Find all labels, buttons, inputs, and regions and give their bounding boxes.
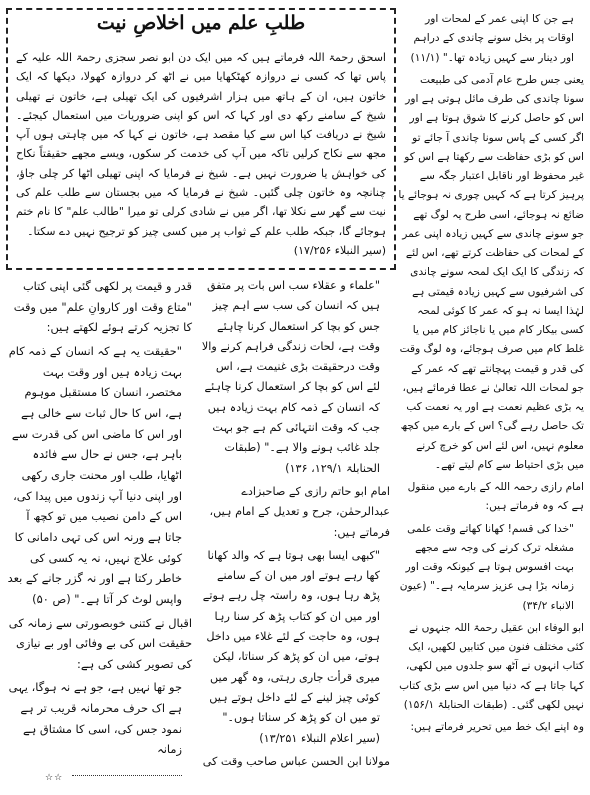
left-para-2: "حقیقت یہ ہے کہ انسان کے ذمہ کام بہت زیادہ ہیں اور وقت بہت مختصر، انسان کا مستقبل موہوم ہے، اس کا حال ثبات سے خالی ہے اور اس کا ماضی اس کی قدرت سے باہر ہے، جس نے حال سے فائدہ اٹھایا، طلب اور محنت جاری رکھی اور اپنی دنیا آپ زندوں میں پیدا کی، اس کے دامن نصیب میں تو کچھ آ جاتا ہے ورنہ اس کی تہی دامانی کا کوئی علاج نہیں، نہ یہ کسی کی خاطر رکتا ہے اور نہ گزر جانے کے بعد واپس لوٹ کر آتا ہے۔" (ص ۵۰) [7, 343, 182, 606]
left-para-4: جو تھا نہیں ہے، جو ہے نہ ہوگا، یہی ہے اک حرف محرمانہ قریب تر ہے نمود جس کی، اسی کا مشتاق ہے زمانہ [8, 680, 182, 757]
right-para-3: امام رازی رحمہ اللہ کے بارے میں منقول ہے کہ وہ فرماتے ہیں: [407, 481, 584, 513]
box-body [16, 48, 386, 260]
mid-para-2: امام ابو حاتم رازی کے صاحبزادے عبدالرحمٰن، جرح و تعدیل کے امام ہیں، فرماتے ہیں: [209, 484, 390, 539]
mid-para-4: مولانا ابن الحسن عباس صاحب وقت کی [202, 754, 390, 768]
middle-column [200, 276, 390, 775]
right-para-4: "خدا کی قسم! کھانا کھاتے وقت علمی مشغلہ ترک کرنے کی وجہ سے مجھے بہت افسوس ہوتا ہے کیونکہ وقت اور زمانہ بڑا ہی عزیز سرمایہ ہے۔" (عیون الانباء ۳۴/۲) [399, 522, 574, 612]
right-para-5: ابو الوفاء ابن عقیل رحمۃ اللہ جنہوں نے کئی مختلف فنون میں کتابیں لکھیں، ایک کتاب انہوں نے آٹھ سو جلدوں میں لکھی، کہا جاتا ہے کہ دنیا میں اس سے بڑی کتاب نہیں لکھی گئی۔ (طبقات الحنابلۃ ۱۵۶/۱) [399, 621, 584, 711]
right-column [398, 10, 584, 740]
mid-para-1: "علماء و عقلاء سب اس بات پر متفق ہیں کہ انسان کی سب سے اہم چیز جس کو بچا کر استعمال کرنا چاہئے وقت ہے، لحات زندگی فراہم کرنے والا وقت درحقیقت بڑی غنیمت ہے، اس لئے اس کو بچا کر استعمال کرنا چاہئے کہ انسان کے ذمہ کام بہت زیادہ ہیں جب کہ وقت انتہائی کم ہے جو بہت جلد غائب ہونے والا ہے۔" (طبقات الحنابلۃ ۱۲۹/۱، ۱۳۶) [201, 279, 380, 475]
box-title: طلبِ علم میں اخلاصِ نیت [96, 12, 306, 34]
left-para-1: قدر و قیمت پر لکھی گئی اپنی کتاب "متاع وقت اور کاروانِ علم" میں وقت کا تجزیہ کرتے ہوئے لکھتے ہیں: [13, 279, 192, 335]
boxed-article [6, 8, 396, 270]
right-para-6: وہ اپنے ایک خط میں تحریر فرماتے ہیں: [410, 721, 584, 733]
left-para-3: اقبال نے کتنی خوبصورتی سے زمانہ کی حقیقت اس کی بے وفائی اور بے نیازی کی تصویر کشی کی ہے: [8, 615, 192, 671]
right-para-1: ہے جن کا اپنی عمر کے لمحات اور اوقات پر بخل سونے چاندی کے دراہم اور دینار سے کہیں زیادہ تھا۔" (۱۱/۱) [410, 13, 574, 64]
mid-para-3: "کبھی ایسا بھی ہوتا ہے کہ والد کھانا کھا رہے ہوتے اور میں ان کے سامنے پڑھ رہا ہوں، وہ راستہ چل رہے ہوتے اور میں ان کو کتاب پڑھ کر سنا رہا ہوں، وہ حاجت کے لئے غلاء میں داخل ہوتے، میں ان کو پڑھ کر سناتا، لیکن میری قرأت جاری رہتی، وہ گھر میں کوئی چیز لینے کے لئے داخل ہوتے ہیں تو میں ان کو پڑھ کر سناتا ہوں۔" (سیر اعلام النبلاء ۱۳/۲۵۱) [202, 548, 380, 745]
box-paragraph: اسحق رحمۃ اللہ فرماتے ہیں کہ میں ایک دن ابو نصر سجزی رحمۃ اللہ علیہ کے پاس تھا کہ کسی نے دروازہ کھٹکھایا میں نے اٹھ کر دروازہ کھولا، دیکھا کہ ایک خاتون ہیں، ان کے ہاتھ میں ہزار اشرفیوں کی ایک تھیلی ہے، خاتون نے تھیلی شیخ کے سامنے رکھ دی اور کہا کہ اس کو اپنی ضروریات میں استعمال کیجئے۔ شیخ نے دریافت کیا اس سے کیا مقصد ہے، خاتون نے کہا کہ میں چاہتی ہوں آپ مجھ سے نکاح کرلیں تاکہ میں آپ کی خدمت کر سکوں، ویسے مجھے حقیقتاً نکاح کی خواہش یا ضرورت نہیں ہے۔ شیخ نے فرمایا کہ اپنی تھیلی اٹھا کر چلی جاؤ، چنانچہ وہ خاتون چلی گئیں۔ شیخ نے فرمایا کہ میں بجستان سے طلب علم کی نیت سے گھر سے نکلا تھا، اگر میں نے شادی کرلی تو میرا "طالب علم" کا نام ختم ہوجائے گا، جبکہ طلب علم کے ثواب پر میں کسی چیز کو ترجیح نہیں دے سکتا۔ [16, 51, 386, 238]
footer-divider [72, 775, 182, 776]
footer-stars: ☆☆ [45, 773, 64, 783]
left-column [6, 276, 192, 763]
box-reference: (سیر النبلاء ۱۷/۲۵۶) [293, 243, 386, 257]
right-para-2: یعنی جس طرح عام آدمی کی طبیعت سونا چاندی کی طرف مائل ہوتی ہے اور اس کو حاصل کرنے کا شوق ہوتا ہے اور اگر کسی کے پاس سونا چاندی آ جائے تو اس کو بڑی حفاظت سے رکھتا ہے اس کو غیر محفوظ اور ناقابل اعتبار جگہ سے پرہیز کرتا ہے کہ کہیں چوری نہ ہوجائے یا ضائع نہ ہوجائے، اسی طرح یہ لوگ تھے جو سونے چاندی سے کہیں زیادہ اپنی عمر کے لمحات کی حفاظت کرتے تھے، اس لئے کہ زندگی کا ایک ایک لمحہ سونے چاندی کی اشرفیوں سے کہیں زیادہ قیمتی ہے لہٰذا ایسا نہ ہو کہ عمر کا کوئی لمحہ کسی بیکار کام میں یا ناجائز کام میں یا غلط کام میں صرف ہوجائے، وہ لوگ وقت کی قدر و قیمت پہچانتے تھے کہ عمر کے جو لمحات اللہ تعالیٰ نے عطا فرمائے ہیں، یہ بڑی عظیم نعمت ہے اور یہ نعمت کب تک حاصل رہے گی؟ اس کے بارے میں کچھ معلوم نہیں، اس لئے اس کو خرچ کرنے میں بڑی احتیاط سے کام لیتے تھے۔ [398, 73, 584, 471]
